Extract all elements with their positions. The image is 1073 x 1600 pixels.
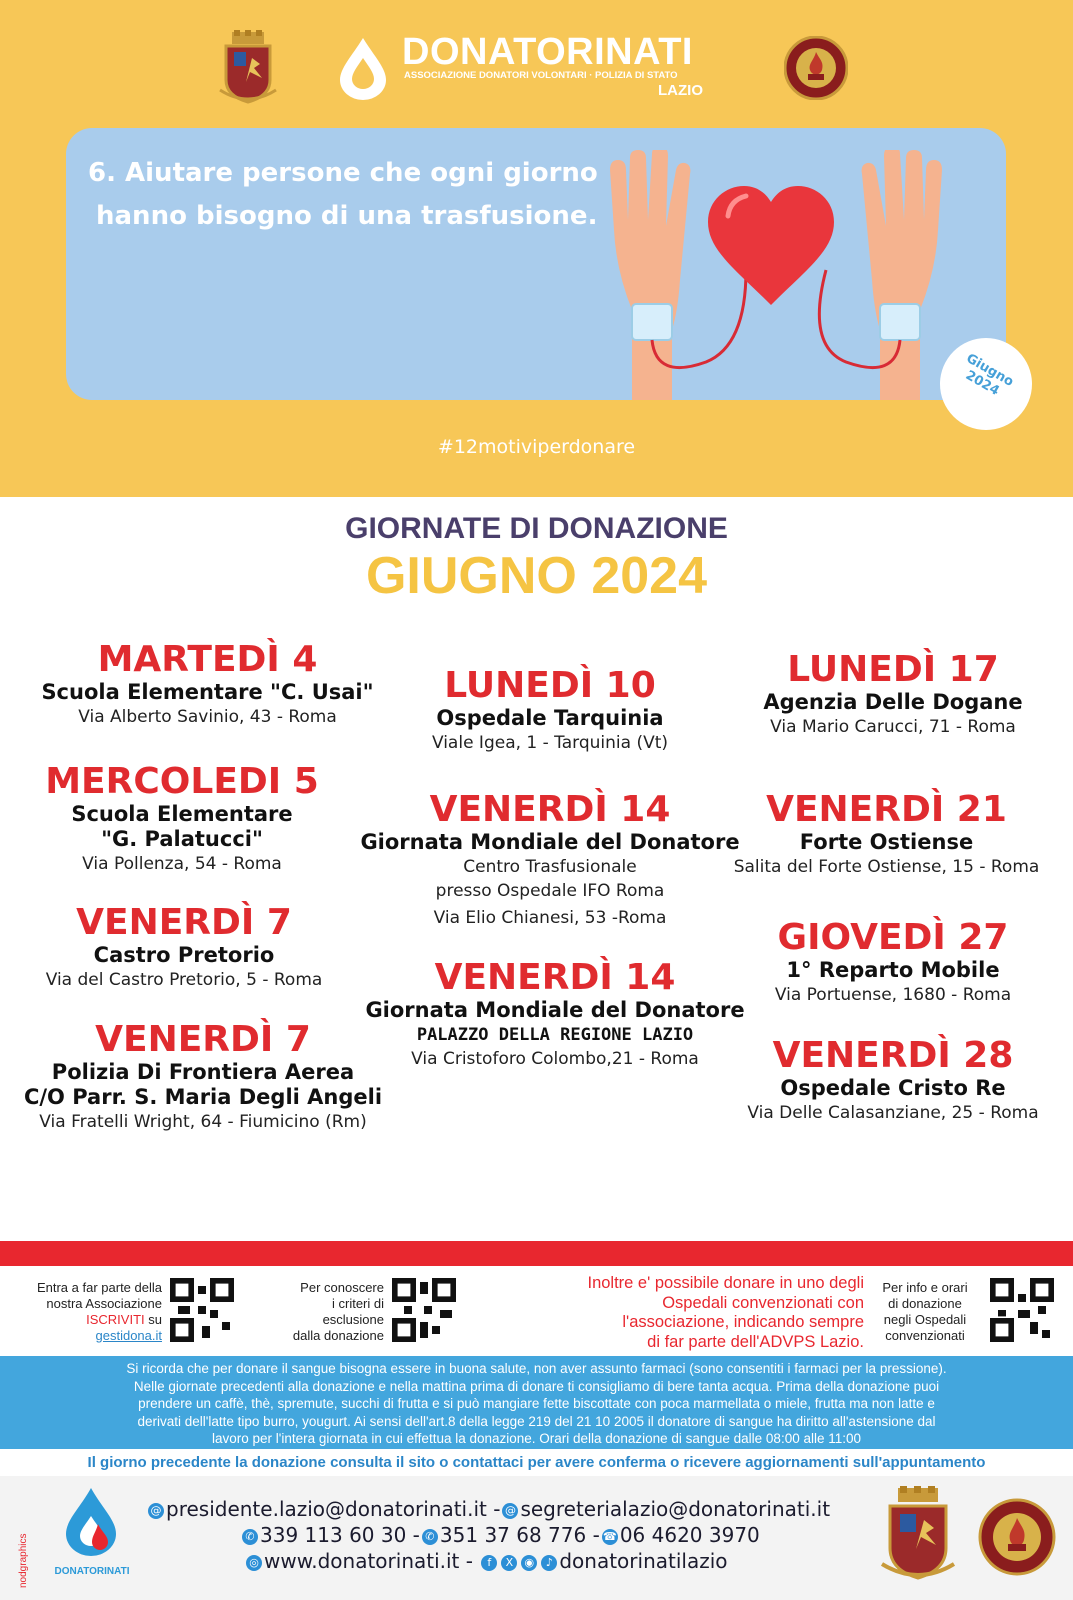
place-label: Ospedale Cristo Re	[780, 1076, 1006, 1100]
day-label: MERCOLEDI 5	[45, 761, 319, 802]
address-label: Viale Igea, 1 - Tarquinia (Vt)	[431, 733, 669, 753]
facebook-icon[interactable]: f	[481, 1555, 497, 1571]
info-line-4: convenzionati	[885, 1328, 965, 1343]
hospitals-text	[500, 1274, 864, 1352]
address-label: Via Portuense, 1680 - Roma	[774, 985, 1012, 1005]
address-label: Via Fratelli Wright, 64 - Fiumicino (Rm)	[39, 1112, 367, 1132]
qr-code-info-icon[interactable]	[990, 1278, 1054, 1342]
notice-line-4: derivati dell'latte tipo burro, yougurt. Ai sensi dell'art.8 della legge 219 del 21 10 2005 il donatore di sangue ha diritto all'astensione dal	[137, 1413, 936, 1429]
place-label: Polizia Di Frontiera Aerea	[51, 1060, 355, 1084]
whatsapp-icon-2: ✆	[422, 1529, 438, 1545]
join-text	[12, 1280, 162, 1344]
schedule-entry-fri-28	[718, 1036, 1068, 1125]
hospitals-line-4: di far parte dell'ADVPS Lazio.	[647, 1332, 864, 1351]
join-line-1: Entra a far parte della	[36, 1280, 162, 1295]
credit-area	[18, 1512, 32, 1588]
schedule-entry-thu-27	[718, 918, 1068, 1007]
qr-code-join-icon[interactable]	[170, 1278, 234, 1342]
red-divider	[0, 1241, 1073, 1266]
day-label: GIOVEDÌ 27	[777, 917, 1009, 958]
sub-label-2: presso Ospedale IFO Roma	[435, 881, 665, 901]
brand-name: DONATORINATI	[402, 31, 693, 73]
brand-subtitle: ASSOCIAZIONE DONATORI VOLONTARI · POLIZIA DI STATO	[404, 70, 678, 81]
drop-logo-icon	[336, 36, 390, 100]
vigili-del-fuoco-emblem-icon	[978, 1498, 1056, 1576]
join-line-2: nostra Associazione	[46, 1296, 162, 1311]
info-line-1: Per info e orari	[882, 1280, 968, 1295]
month-title: GIUGNO 2024	[365, 547, 708, 605]
phone-1[interactable]: 339 113 60 30	[260, 1523, 407, 1547]
notice-text	[10, 1360, 1063, 1448]
info-text	[870, 1280, 980, 1344]
info-line-2: di donazione	[888, 1296, 962, 1311]
globe-icon: ◎	[246, 1555, 262, 1571]
place-label-2: PALAZZO DELLA REGIONE LAZIO	[416, 1025, 694, 1045]
criteria-text	[262, 1280, 384, 1344]
phone-3[interactable]: 06 4620 3970	[619, 1523, 760, 1547]
bottom-drop-logo-icon	[60, 1486, 122, 1558]
place-label: Giornata Mondiale del Donatore	[365, 998, 745, 1022]
credit-label: nodgraphics	[18, 1533, 29, 1588]
place-label: Giornata Mondiale del Donatore	[360, 830, 740, 854]
vigili-del-fuoco-seal-icon	[784, 36, 848, 100]
polizia-emblem-icon	[880, 1486, 956, 1582]
email-line: @ presidente.lazio@donatorinati.it - @ segreterialazio@donatorinati.it	[146, 1496, 830, 1522]
place-label: 1° Reparto Mobile	[786, 958, 1000, 982]
instagram-icon[interactable]: ◉	[521, 1555, 537, 1571]
address-label: Via Cristoforo Colombo,21 - Roma	[411, 1049, 699, 1069]
schedule-entry-fri-14-regione	[345, 958, 765, 1071]
notice-line-3: prendere un caffè, thè, spremute, succhi di frutta e si può mangiare fette biscottate con poca marmellata o miele, frutta ma non latte e	[138, 1396, 935, 1411]
email-icon-2: @	[502, 1503, 518, 1519]
place-label: Ospedale Tarquinia	[436, 706, 664, 730]
schedule-entry-mon-17	[718, 650, 1068, 739]
reminder-text: Il giorno precedente la donazione consulta il sito o contattaci per avere conferma o ricevere aggiornamenti sull'appuntamento	[87, 1454, 986, 1471]
email-segreteria[interactable]: segreterialazio@donatorinati.it	[520, 1497, 831, 1521]
hospitals-line-1: Inoltre e' possibile donare in uno degli	[587, 1274, 864, 1292]
criteria-line-2: i criteri di	[331, 1296, 384, 1311]
address-label: Via Mario Carucci, 71 - Roma	[770, 717, 1016, 737]
whatsapp-icon: ✆	[242, 1529, 258, 1545]
place-label: Castro Pretorio	[93, 943, 275, 967]
address-label: Via Alberto Savinio, 43 - Roma	[78, 707, 337, 727]
hospitals-line-2: Ospedali convenzionati con	[662, 1293, 864, 1312]
sub-label-1: Centro Trasfusionale	[463, 857, 637, 877]
phone-line: ✆ 339 113 60 30 - ✆ 351 37 68 776 - ☎ 06 4620 3970	[240, 1522, 760, 1548]
address-label: Via Elio Chianesi, 53 -Roma	[433, 908, 667, 928]
place-label-2: "G. Palatucci"	[101, 827, 263, 851]
banner-line-1: 6. Aiutare persone che ogni giorno	[88, 158, 598, 188]
polizia-crest-icon	[218, 30, 278, 104]
day-label: VENERDÌ 14	[429, 789, 671, 830]
banner-line-2: hanno bisogno di una trasfusione.	[96, 201, 598, 231]
notice-line-2: Nelle giornate precedenti alla donazione e nella mattina prima di donare ti consigliamo di bere tanta acqua. Prima della donazione puoi	[133, 1378, 940, 1394]
gestidona-link[interactable]: gestidona.it	[95, 1328, 162, 1343]
email-presidente[interactable]: presidente.lazio@donatorinati.it	[166, 1497, 487, 1521]
notice-line-1: Si ricorda che per donare il sangue bisogna essere in buona salute, non aver assunto farmaci (sono consentiti i farmaci per la pressione).	[126, 1361, 947, 1376]
notice-line-5: lavoro per l'intera giornata in cui effettua la donazione. Orari della donazione di sangue dalle 08:00 alle 11:00	[211, 1431, 862, 1446]
day-label: VENERDÌ 14	[434, 957, 676, 998]
address-label: Via Delle Calasanziane, 25 - Roma	[747, 1103, 1039, 1123]
qr-code-criteria-icon[interactable]	[392, 1278, 456, 1342]
day-label: VENERDÌ 28	[772, 1035, 1014, 1076]
place-label-2: C/O Parr. S. Maria Degli Angeli	[23, 1085, 383, 1109]
criteria-line-3: esclusione	[322, 1312, 384, 1327]
address-label: Via del Castro Pretorio, 5 - Roma	[45, 970, 323, 990]
day-label: VENERDÌ 21	[766, 789, 1007, 830]
hashtag: #12motiviperdonare	[437, 436, 636, 458]
schedule-entry-fri-21	[704, 790, 1069, 879]
hands-heart-illustration	[596, 150, 956, 400]
web-line: ◎ www.donatorinati.it - f X ◉ ♪ donatorinatilazio	[244, 1548, 728, 1574]
criteria-line-1: Per conoscere	[300, 1280, 384, 1295]
phone-icon: ☎	[602, 1529, 617, 1543]
info-line-3: negli Ospedali	[883, 1312, 967, 1327]
social-handle[interactable]: donatorinatilazio	[559, 1549, 728, 1573]
hospitals-line-3: l'associazione, indicando sempre	[622, 1313, 864, 1331]
place-label: Agenzia Delle Dogane	[763, 690, 1023, 714]
email-icon: @	[148, 1503, 164, 1519]
bottom-logo-text: DONATORINATI	[54, 1566, 130, 1577]
schedule-entry-fri-7-castro	[0, 903, 368, 992]
place-label: Scuola Elementare "C. Usai"	[41, 680, 374, 704]
tiktok-icon[interactable]: ♪	[541, 1555, 557, 1571]
phone-2[interactable]: 351 37 68 776	[439, 1523, 587, 1547]
schedule-entry-fri-14-ifo	[340, 790, 760, 930]
day-label: MARTEDÌ 4	[97, 639, 318, 680]
place-label: Scuola Elementare	[71, 802, 293, 826]
day-label: VENERDÌ 7	[95, 1019, 311, 1060]
iscriviti-label: ISCRIVITI	[86, 1312, 145, 1327]
brand-region: LAZIO	[658, 82, 703, 99]
day-label: LUNEDÌ 17	[787, 649, 999, 690]
join-su: su	[148, 1312, 162, 1327]
section-title: GIORNATE DI DONAZIONE	[345, 512, 728, 545]
day-label: VENERDÌ 7	[76, 902, 292, 943]
x-icon[interactable]: X	[501, 1555, 517, 1571]
day-label: LUNEDÌ 10	[444, 665, 656, 706]
address-label: Via Pollenza, 54 - Roma	[82, 854, 282, 874]
criteria-line-4: dalla donazione	[292, 1328, 384, 1343]
schedule-entry-wed-5	[0, 762, 364, 876]
stamp-text: Giugno 2024	[962, 351, 1016, 400]
website-link[interactable]: www.donatorinati.it	[264, 1549, 460, 1573]
schedule-entry-mon-10	[350, 666, 750, 755]
place-label: Forte Ostiense	[799, 830, 974, 854]
address-label: Salita del Forte Ostiense, 15 - Roma	[733, 857, 1040, 877]
